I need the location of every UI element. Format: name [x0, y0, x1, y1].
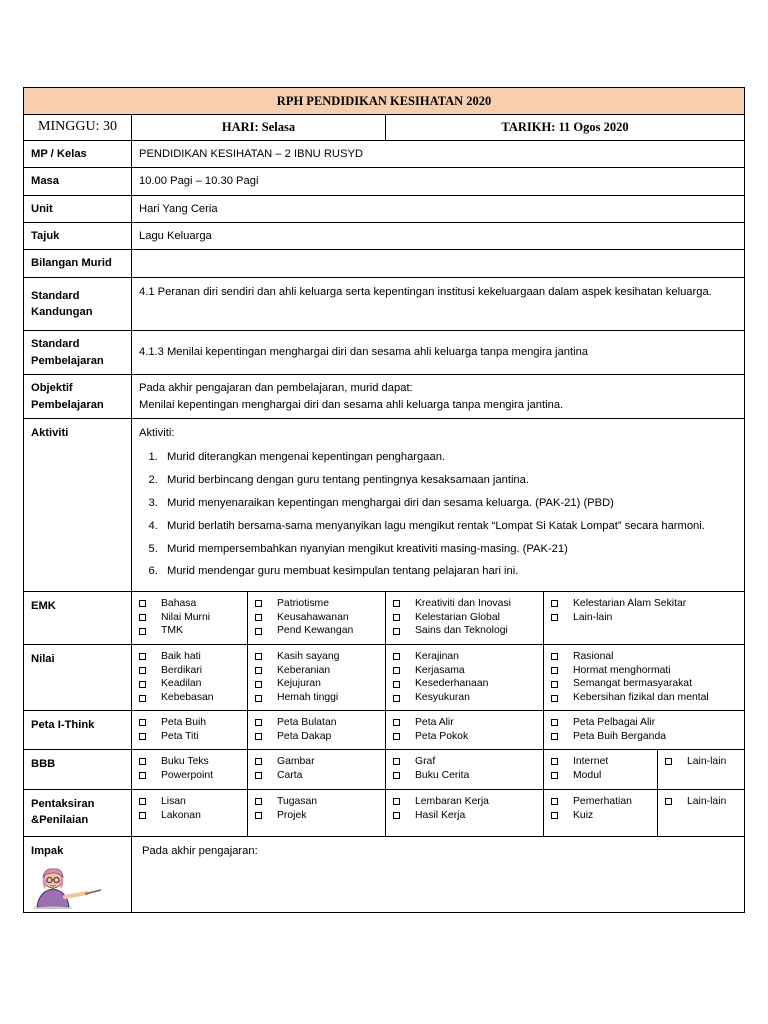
empty-checkbox-icon[interactable]	[255, 812, 262, 819]
empty-checkbox-icon[interactable]	[255, 719, 262, 726]
checkbox-option[interactable]	[393, 769, 536, 783]
content-standard-value: 4.1 Peranan diri sendiri dan ahli keluarga serta kepentingan institusi kekeluargaan dalam aspek kesihatan keluarga.	[132, 278, 745, 331]
checkbox-option[interactable]	[139, 755, 240, 769]
bbb-col	[386, 750, 544, 790]
checkbox-label: Internet	[573, 756, 609, 767]
checkbox-option[interactable]	[255, 769, 378, 783]
empty-checkbox-icon[interactable]	[139, 628, 146, 635]
checkbox-list	[393, 597, 536, 638]
topic-label: Tajuk	[24, 223, 132, 250]
checkbox-option[interactable]	[139, 650, 240, 664]
checkbox-label: Lain-lain	[687, 796, 727, 807]
time-value: 10.00 Pagi – 10.30 Pagi	[132, 168, 745, 196]
checkbox-list	[139, 755, 240, 782]
checkbox-label: Peta Buih	[161, 717, 207, 728]
checkbox-option[interactable]	[393, 611, 536, 625]
checkbox-label: Patriotisme	[277, 598, 329, 609]
empty-checkbox-icon[interactable]	[551, 798, 558, 805]
checkbox-label: Kerjasama	[415, 664, 465, 676]
content-standard-label: Standard Kandungan	[24, 278, 132, 331]
peta-row	[24, 711, 745, 750]
checkbox-list	[551, 755, 650, 782]
student-count-value	[132, 250, 745, 278]
checkbox-option[interactable]	[255, 809, 378, 823]
checkbox-option[interactable]	[393, 716, 536, 730]
empty-checkbox-icon[interactable]	[139, 758, 146, 765]
checkbox-option[interactable]	[255, 597, 378, 611]
checkbox-list	[665, 755, 737, 769]
learning-standard-label: Standard Pembelajaran	[24, 331, 132, 375]
class-label: MP / Kelas	[24, 141, 132, 168]
checkbox-option[interactable]	[255, 730, 378, 744]
empty-checkbox-icon[interactable]	[393, 667, 400, 674]
nilai-col	[132, 645, 248, 711]
bbb-col	[132, 750, 248, 790]
empty-checkbox-icon[interactable]	[139, 733, 146, 740]
peta-label: Peta I-Think	[24, 711, 132, 750]
checkbox-option[interactable]	[255, 716, 378, 730]
checkbox-option[interactable]	[551, 677, 737, 691]
peta-col	[132, 711, 248, 750]
empty-checkbox-icon[interactable]	[139, 653, 146, 660]
checkbox-label: Keberanian	[277, 664, 331, 676]
checkbox-label: Keadilan	[161, 678, 202, 690]
empty-checkbox-icon[interactable]	[255, 653, 262, 660]
checkbox-option[interactable]	[255, 624, 378, 638]
checkbox-label: Bahasa	[161, 598, 197, 609]
checkbox-list	[255, 795, 378, 822]
unit-label: Unit	[24, 196, 132, 223]
nilai-col	[386, 645, 544, 711]
checkbox-label: Kerajinan	[415, 651, 459, 662]
checkbox-option[interactable]	[551, 611, 737, 625]
checkbox-label: Peta Alir	[415, 717, 454, 728]
nilai-col	[248, 645, 386, 711]
empty-checkbox-icon[interactable]	[393, 695, 400, 702]
checkbox-label: Berdikari	[161, 664, 202, 676]
checkbox-option[interactable]	[393, 664, 536, 678]
checkbox-option[interactable]	[551, 664, 737, 678]
checkbox-list	[255, 650, 378, 705]
assessment-col	[248, 790, 386, 837]
lesson-plan-table	[23, 87, 745, 913]
checkbox-label: Kuiz	[573, 809, 594, 821]
bbb-col	[544, 750, 658, 790]
class-value: PENDIDIKAN KESIHATAN – 2 IBNU RUSYD	[132, 141, 745, 168]
checkbox-option[interactable]	[255, 795, 378, 809]
checkbox-label: Semangat bermasyarakat	[573, 678, 692, 690]
checkbox-label: Hormat menghormati	[573, 664, 671, 676]
checkbox-option[interactable]	[393, 597, 536, 611]
assessment-label: Pentaksiran &Penilaian	[24, 790, 132, 837]
unit-value: Hari Yang Ceria	[132, 196, 745, 223]
empty-checkbox-icon[interactable]	[551, 600, 558, 607]
empty-checkbox-icon[interactable]	[665, 758, 672, 765]
checkbox-option[interactable]	[139, 716, 240, 730]
checkbox-option[interactable]	[139, 664, 240, 678]
activity-cell	[132, 419, 745, 592]
checkbox-label: Buku Cerita	[415, 769, 470, 781]
checkbox-option[interactable]	[551, 691, 737, 705]
nilai-label: Nilai	[24, 645, 132, 711]
learning-standard-value: 4.1.3 Menilai kepentingan menghargai diri dan sesama ahli keluarga tanpa mengira jantina	[132, 331, 745, 375]
week-label: MINGGU: 30	[24, 115, 132, 141]
checkbox-label: Sains dan Teknologi	[415, 625, 508, 637]
topic-value: Lagu Keluarga	[132, 223, 745, 250]
checkbox-option[interactable]	[551, 769, 650, 783]
checkbox-list	[139, 650, 240, 705]
checkbox-option[interactable]	[551, 597, 737, 611]
checkbox-option[interactable]	[551, 755, 650, 769]
checkbox-option[interactable]	[393, 730, 536, 744]
checkbox-list	[255, 597, 378, 638]
checkbox-label: Kasih sayang	[277, 651, 340, 662]
impact-value: Pada akhir pengajaran:	[132, 837, 745, 913]
empty-checkbox-icon[interactable]	[551, 733, 558, 740]
checkbox-option[interactable]	[551, 716, 737, 730]
checkbox-label: Peta Buih Berganda	[573, 730, 667, 742]
impact-label: Impak	[31, 845, 64, 857]
checkbox-list	[393, 755, 536, 782]
activity-item: 3. Murid menyenaraikan kepentingan menghargai diri dan sesama keluarga. (PAK-21) (PBD)	[161, 495, 737, 511]
checkbox-label: Peta Titi	[161, 730, 199, 742]
checkbox-list	[551, 597, 737, 624]
checkbox-option[interactable]	[255, 650, 378, 664]
checkbox-label: Kebebasan	[161, 692, 214, 704]
checkbox-list	[551, 650, 737, 705]
impact-row	[24, 837, 745, 913]
empty-checkbox-icon[interactable]	[139, 667, 146, 674]
checkbox-option[interactable]	[393, 624, 536, 638]
empty-checkbox-icon[interactable]	[255, 667, 262, 674]
checkbox-option[interactable]	[551, 730, 737, 744]
empty-checkbox-icon[interactable]	[551, 681, 558, 688]
checkbox-option[interactable]	[139, 624, 240, 638]
empty-checkbox-icon[interactable]	[551, 758, 558, 765]
bbb-col	[248, 750, 386, 790]
checkbox-label: Lain-lain	[573, 611, 613, 623]
emk-row	[24, 592, 745, 645]
empty-checkbox-icon[interactable]	[551, 772, 558, 779]
checkbox-option[interactable]	[139, 730, 240, 744]
activity-item: 6. Murid mendengar guru membuat kesimpulan tentang pelajaran hari ini.	[161, 563, 737, 579]
checkbox-label: Graf	[415, 756, 436, 767]
peta-col	[544, 711, 745, 750]
checkbox-label: Tugasan	[277, 796, 318, 807]
time-label: Masa	[24, 168, 132, 196]
page-title: RPH PENDIDIKAN KESIHATAN 2020	[24, 88, 745, 115]
checkbox-option[interactable]	[551, 809, 650, 823]
empty-checkbox-icon[interactable]	[665, 798, 672, 805]
empty-checkbox-icon[interactable]	[393, 758, 400, 765]
checkbox-label: Kelestarian Alam Sekitar	[573, 598, 687, 609]
empty-checkbox-icon[interactable]	[393, 798, 400, 805]
activity-list	[139, 449, 737, 579]
checkbox-list	[255, 716, 378, 743]
empty-checkbox-icon[interactable]	[393, 628, 400, 635]
checkbox-list	[139, 716, 240, 743]
checkbox-option[interactable]	[393, 650, 536, 664]
checkbox-label: TMK	[161, 625, 183, 637]
empty-checkbox-icon[interactable]	[255, 758, 262, 765]
checkbox-label: Lakonan	[161, 809, 201, 821]
checkbox-list	[665, 795, 737, 809]
checkbox-label: Hasil Kerja	[415, 809, 466, 821]
checkbox-label: Powerpoint	[161, 769, 213, 781]
checkbox-label: Peta Pokok	[415, 730, 469, 742]
checkbox-label: Peta Pelbagai Alir	[573, 717, 656, 728]
activity-label: Aktiviti	[24, 419, 132, 592]
empty-checkbox-icon[interactable]	[139, 600, 146, 607]
checkbox-option[interactable]	[139, 809, 240, 823]
emk-col	[386, 592, 544, 645]
empty-checkbox-icon[interactable]	[255, 614, 262, 621]
emk-label: EMK	[24, 592, 132, 645]
teacher-pointing-icon	[31, 867, 103, 909]
empty-checkbox-icon[interactable]	[393, 653, 400, 660]
checkbox-label: Projek	[277, 809, 307, 821]
checkbox-label: Nilai Murni	[161, 611, 211, 623]
bbb-label: BBB	[24, 750, 132, 790]
peta-col	[248, 711, 386, 750]
peta-col	[386, 711, 544, 750]
student-count-label: Bilangan Murid	[24, 250, 132, 278]
date-label: TARIKH: 11 Ogos 2020	[386, 115, 745, 141]
checkbox-list	[551, 795, 650, 822]
empty-checkbox-icon[interactable]	[393, 772, 400, 779]
empty-checkbox-icon[interactable]	[393, 600, 400, 607]
checkbox-option[interactable]	[393, 809, 536, 823]
empty-checkbox-icon[interactable]	[139, 798, 146, 805]
checkbox-option[interactable]	[665, 795, 737, 809]
checkbox-label: Kelestarian Global	[415, 611, 500, 623]
assessment-col	[544, 790, 658, 837]
checkbox-option[interactable]	[255, 664, 378, 678]
checkbox-option[interactable]	[139, 795, 240, 809]
assessment-row	[24, 790, 745, 837]
objective-value: Pada akhir pengajaran dan pembelajaran, murid dapat: Menilai kepentingan menghargai diri dan sesama ahli keluarga tanpa mengira jantina.	[132, 375, 745, 419]
empty-checkbox-icon[interactable]	[551, 653, 558, 660]
empty-checkbox-icon[interactable]	[393, 681, 400, 688]
assessment-col	[658, 790, 745, 837]
checkbox-label: Modul	[573, 769, 602, 781]
checkbox-label: Hemah tinggi	[277, 692, 339, 704]
checkbox-label: Rasional	[573, 651, 614, 662]
checkbox-option[interactable]	[255, 755, 378, 769]
checkbox-label: Pend Kewangan	[277, 625, 354, 637]
checkbox-label: Kreativiti dan Inovasi	[415, 598, 511, 609]
activity-item: 2. Murid berbincang dengan guru tentang pentingnya kesaksamaan jantina.	[161, 472, 737, 488]
checkbox-option[interactable]	[551, 795, 650, 809]
nilai-row	[24, 645, 745, 711]
empty-checkbox-icon[interactable]	[255, 772, 262, 779]
checkbox-label: Kesederhanaan	[415, 678, 489, 690]
empty-checkbox-icon[interactable]	[139, 695, 146, 702]
empty-checkbox-icon[interactable]	[551, 695, 558, 702]
bbb-col	[658, 750, 745, 790]
checkbox-label: Baik hati	[161, 651, 201, 662]
empty-checkbox-icon[interactable]	[255, 798, 262, 805]
empty-checkbox-icon[interactable]	[139, 772, 146, 779]
checkbox-list	[551, 716, 737, 743]
checkbox-option[interactable]	[393, 691, 536, 705]
checkbox-option[interactable]	[393, 755, 536, 769]
empty-checkbox-icon[interactable]	[255, 695, 262, 702]
empty-checkbox-icon[interactable]	[255, 628, 262, 635]
empty-checkbox-icon[interactable]	[255, 681, 262, 688]
assessment-col	[132, 790, 248, 837]
checkbox-option[interactable]	[255, 677, 378, 691]
checkbox-list	[255, 755, 378, 782]
activity-heading: Aktiviti:	[139, 427, 175, 439]
day-label: HARI: Selasa	[132, 115, 386, 141]
activity-item: 4. Murid berlatih bersama-sama menyanyikan lagu mengikut rentak “Lompat Si Katak Lompat” secara harmoni.	[161, 518, 737, 534]
objective-label: Objektif Pembelajaran	[24, 375, 132, 419]
empty-checkbox-icon[interactable]	[139, 681, 146, 688]
checkbox-label: Gambar	[277, 756, 315, 767]
empty-checkbox-icon[interactable]	[139, 812, 146, 819]
empty-checkbox-icon[interactable]	[551, 614, 558, 621]
empty-checkbox-icon[interactable]	[393, 733, 400, 740]
checkbox-label: Lisan	[161, 796, 186, 807]
checkbox-option[interactable]	[255, 691, 378, 705]
checkbox-option[interactable]	[393, 795, 536, 809]
nilai-col	[544, 645, 745, 711]
checkbox-label: Lain-lain	[687, 756, 727, 767]
empty-checkbox-icon[interactable]	[255, 600, 262, 607]
checkbox-label: Buku Teks	[161, 756, 209, 767]
checkbox-label: Peta Dakap	[277, 730, 332, 742]
checkbox-label: Pemerhatian	[573, 796, 632, 807]
checkbox-label: Kesyukuran	[415, 692, 470, 704]
checkbox-label: Keusahawanan	[277, 611, 349, 623]
checkbox-label: Lembaran Kerja	[415, 796, 489, 807]
checkbox-option[interactable]	[139, 691, 240, 705]
empty-checkbox-icon[interactable]	[255, 733, 262, 740]
checkbox-option[interactable]	[139, 597, 240, 611]
empty-checkbox-icon[interactable]	[393, 614, 400, 621]
emk-col	[248, 592, 386, 645]
emk-col	[544, 592, 745, 645]
empty-checkbox-icon[interactable]	[139, 719, 146, 726]
checkbox-option[interactable]	[393, 677, 536, 691]
checkbox-list	[139, 795, 240, 822]
checkbox-label: Peta Bulatan	[277, 717, 337, 728]
impact-label-cell	[24, 837, 132, 913]
empty-checkbox-icon[interactable]	[551, 667, 558, 674]
bbb-row	[24, 750, 745, 790]
activity-item: 1. Murid diterangkan mengenai kepentingan penghargaan.	[161, 449, 737, 465]
checkbox-list	[139, 597, 240, 638]
checkbox-label: Kebersihan fizikal dan mental	[573, 692, 709, 704]
checkbox-option[interactable]	[139, 769, 240, 783]
checkbox-label: Carta	[277, 769, 303, 781]
checkbox-option[interactable]	[139, 677, 240, 691]
checkbox-option[interactable]	[665, 755, 737, 769]
checkbox-option[interactable]	[255, 611, 378, 625]
checkbox-list	[393, 716, 536, 743]
checkbox-list	[393, 795, 536, 822]
empty-checkbox-icon[interactable]	[551, 812, 558, 819]
empty-checkbox-icon[interactable]	[139, 614, 146, 621]
emk-col	[132, 592, 248, 645]
checkbox-option[interactable]	[551, 650, 737, 664]
checkbox-label: Kejujuran	[277, 678, 321, 690]
activity-item: 5. Murid mempersembahkan nyanyian mengikut kreativiti masing-masing. (PAK-21)	[161, 541, 737, 557]
checkbox-option[interactable]	[139, 611, 240, 625]
empty-checkbox-icon[interactable]	[551, 719, 558, 726]
assessment-col	[386, 790, 544, 837]
empty-checkbox-icon[interactable]	[393, 812, 400, 819]
empty-checkbox-icon[interactable]	[393, 719, 400, 726]
checkbox-list	[393, 650, 536, 705]
